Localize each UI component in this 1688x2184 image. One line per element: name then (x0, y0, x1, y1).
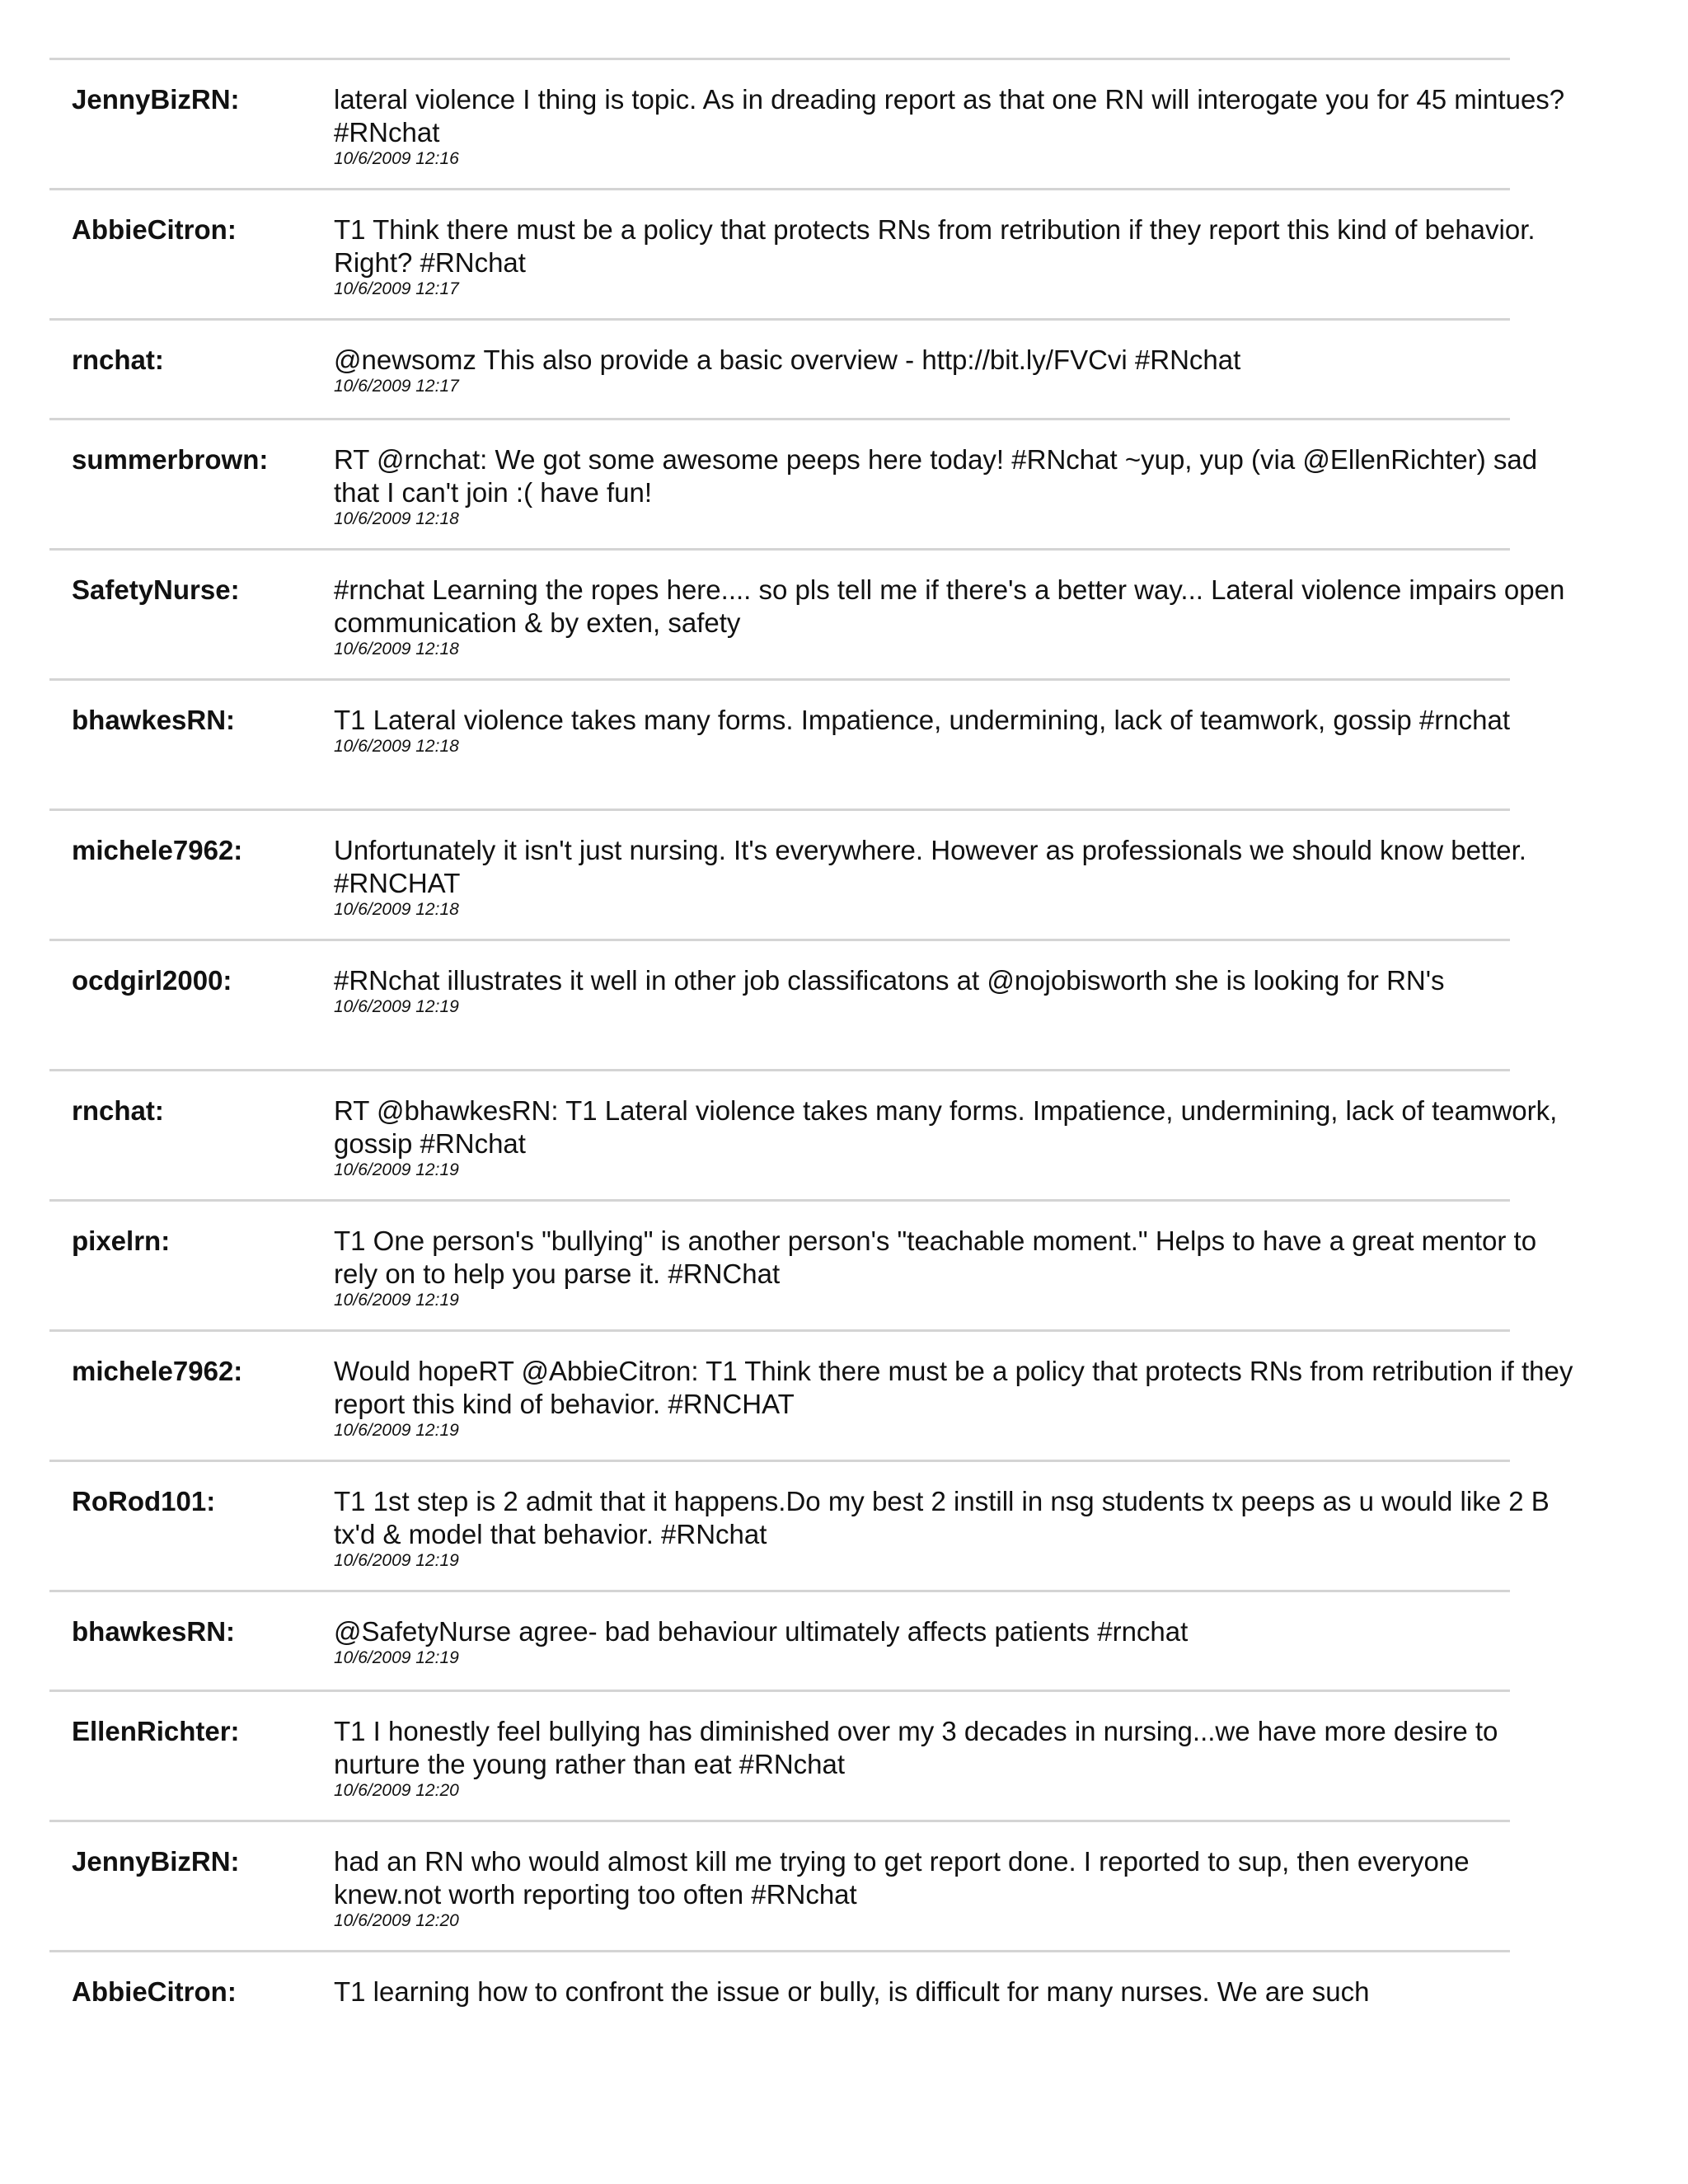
username: bhawkesRN: (72, 705, 236, 735)
message-text: Would hopeRT @AbbieCitron: T1 Think there must be a policy that protects RNs from retribution if they report this kind of behavior. #RNCHAT (334, 1356, 1573, 1419)
chat-entry (49, 1590, 1510, 1690)
chat-entry (49, 1460, 1550, 1590)
username: RoRod101: (72, 1486, 216, 1516)
message-timestamp: 10/6/2009 12:18 (334, 640, 459, 658)
chat-transcript (49, 58, 1573, 2049)
message-timestamp: 10/6/2009 12:20 (334, 1781, 459, 1800)
message-text: RT @bhawkesRN: T1 Lateral violence takes many forms. Impatience, undermining, lack of teamwork, gossip #RNchat (334, 1095, 1558, 1159)
chat-entry (49, 418, 1538, 548)
message-body (334, 213, 1574, 299)
message-body (334, 83, 1574, 169)
chat-entry (49, 939, 1510, 1069)
username: michele7962: (72, 835, 243, 865)
message-timestamp: 10/6/2009 12:18 (334, 737, 459, 756)
message-timestamp: 10/6/2009 12:17 (334, 279, 459, 298)
message-timestamp: 10/6/2009 12:18 (334, 509, 459, 528)
message-body (334, 443, 1574, 529)
message-body (334, 1094, 1574, 1180)
message-timestamp: 10/6/2009 12:19 (334, 1551, 459, 1570)
message-timestamp: 10/6/2009 12:16 (334, 149, 459, 168)
chat-entry (49, 58, 1565, 188)
message-text: T1 Think there must be a policy that protects RNs from retribution if they report this kind of behavior. Right? #RNchat (334, 214, 1536, 278)
message-body (334, 1225, 1574, 1310)
message-timestamp: 10/6/2009 12:18 (334, 900, 459, 919)
message-timestamp: 10/6/2009 12:19 (334, 1291, 459, 1310)
username: rnchat: (72, 344, 164, 375)
chat-entry (49, 1820, 1510, 1950)
chat-entry (49, 678, 1510, 808)
chat-entry (49, 188, 1536, 318)
username: EllenRichter: (72, 1716, 240, 1746)
username: rnchat: (72, 1095, 164, 1126)
message-text: lateral violence I thing is topic. As in dreading report as that one RN will interogate you for 45 mintues? #RNchat (334, 84, 1565, 148)
chat-entry (49, 1199, 1537, 1329)
username: pixelrn: (72, 1226, 171, 1256)
message-text: Unfortunately it isn't just nursing. It's everywhere. However as professionals we should know better. #RNCHAT (334, 835, 1526, 898)
message-body (334, 704, 1574, 757)
message-timestamp: 10/6/2009 12:19 (334, 1160, 459, 1179)
chat-entry (49, 1690, 1510, 1820)
chat-entry (49, 548, 1565, 678)
message-body (334, 1715, 1574, 1801)
message-body (334, 1845, 1574, 1931)
username: JennyBizRN: (72, 1846, 240, 1877)
message-body (334, 1485, 1574, 1571)
message-text: T1 One person's "bullying" is another person's "teachable moment." Helps to have a great mentor to rely on to help you parse it. #RNChat (334, 1226, 1537, 1289)
username: AbbieCitron: (72, 214, 237, 245)
message-text: T1 learning how to confront the issue or bully, is difficult for many nurses. We are such (334, 1976, 1370, 2007)
message-body (334, 1355, 1574, 1441)
message-text: #RNchat illustrates it well in other job classificatons at @nojobisworth she is looking for RN's (334, 965, 1445, 996)
chat-entry (49, 1069, 1558, 1199)
message-body (334, 344, 1574, 396)
username: michele7962: (72, 1356, 243, 1386)
username: JennyBizRN: (72, 84, 240, 115)
message-body (334, 1975, 1574, 2008)
message-timestamp: 10/6/2009 12:19 (334, 1421, 459, 1440)
message-text: RT @rnchat: We got some awesome peeps here today! #RNchat ~yup, yup (via @EllenRichter) sad that I can't join :( have fun! (334, 444, 1538, 508)
message-text: @newsomz This also provide a basic overview - http://bit.ly/FVCvi #RNchat (334, 344, 1241, 375)
username: SafetyNurse: (72, 574, 240, 605)
message-timestamp: 10/6/2009 12:20 (334, 1911, 459, 1930)
chat-entry (49, 1950, 1510, 2049)
message-text: #rnchat Learning the ropes here.... so pls tell me if there's a better way... Lateral violence impairs open communication & by exten, safety (334, 574, 1565, 638)
message-text: T1 Lateral violence takes many forms. Impatience, undermining, lack of teamwork, gossip #rnchat (334, 705, 1510, 735)
message-body (334, 1615, 1574, 1668)
message-timestamp: 10/6/2009 12:19 (334, 997, 459, 1016)
message-timestamp: 10/6/2009 12:19 (334, 1648, 459, 1667)
chat-entry (49, 318, 1510, 418)
chat-entry (49, 1329, 1573, 1460)
username: bhawkesRN: (72, 1616, 236, 1647)
username: ocdgirl2000: (72, 965, 232, 996)
message-text: T1 I honestly feel bullying has diminished over my 3 decades in nursing...we have more desire to nurture the young rather than eat #RNchat (334, 1716, 1498, 1779)
message-timestamp: 10/6/2009 12:17 (334, 377, 459, 396)
username: summerbrown: (72, 444, 269, 475)
username: AbbieCitron: (72, 1976, 237, 2007)
chat-entry (49, 808, 1526, 939)
message-text: had an RN who would almost kill me trying to get report done. I reported to sup, then everyone knew.not worth reporting too often #RNchat (334, 1846, 1470, 1910)
message-body (334, 574, 1574, 659)
message-body (334, 964, 1574, 1017)
message-body (334, 834, 1574, 920)
message-text: T1 1st step is 2 admit that it happens.Do my best 2 instill in nsg students tx peeps as u would like 2 B tx'd & model that behavior. #RNchat (334, 1486, 1550, 1549)
message-text: @SafetyNurse agree- bad behaviour ultimately affects patients #rnchat (334, 1616, 1189, 1647)
